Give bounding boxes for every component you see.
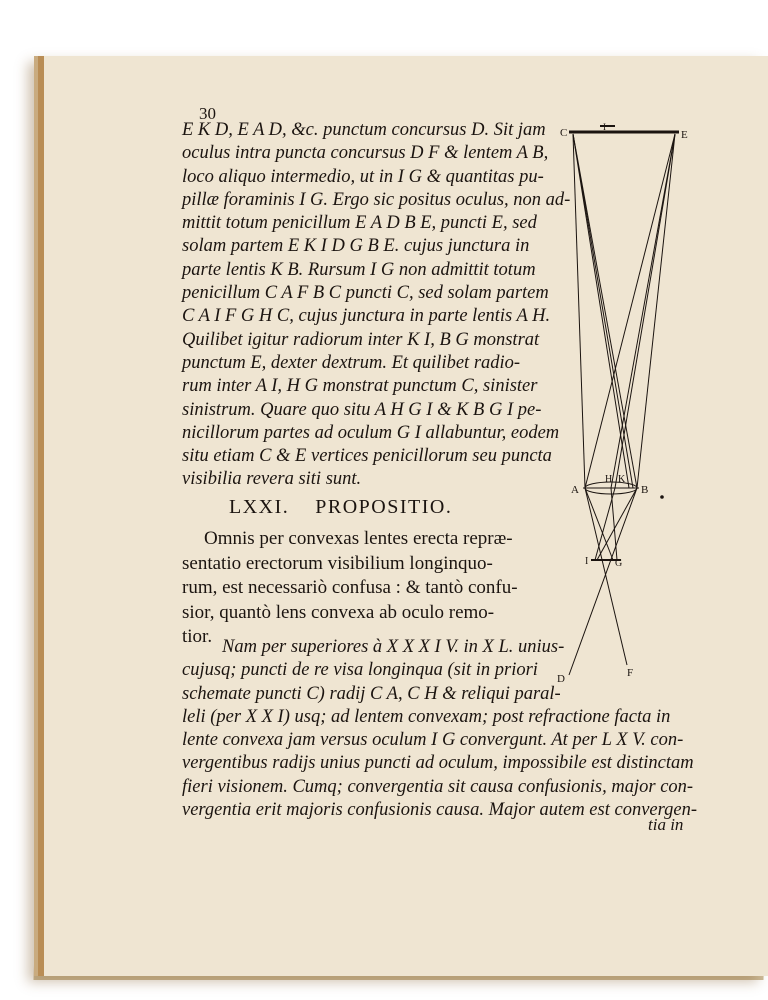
text-line: leli (per X X I) usq; ad lentem convexam; post refractione facta in <box>182 706 671 727</box>
text-line: pillæ foraminis I G. Ergo sic positus oculus, non ad- <box>182 189 571 210</box>
text-line: rum, est necessariò confusa : & tantò confu- <box>182 577 518 598</box>
proposition-heading <box>229 496 478 519</box>
proposition-statement <box>182 527 562 650</box>
text-line: Quilibet igitur radiorum inter K I, B G monstrat <box>182 329 540 350</box>
text-line: oculus intra puncta concursus D F & lentem A B, <box>182 143 549 164</box>
text-line: sentatio erectorum visibilium longinquo- <box>182 552 493 574</box>
label-top-mark: I <box>603 122 606 132</box>
text-line: C A I F G H C, cujus junctura in parte lentis A H. <box>182 306 551 327</box>
text-line: penicillum C A F B C puncti C, sed solam partem <box>182 283 549 304</box>
label-D: D <box>557 673 565 685</box>
text-line: vergentia erit majoris confusionis causa. Major autem est convergen- <box>182 800 698 821</box>
label-A: A <box>571 484 579 496</box>
ray-AI <box>585 488 613 560</box>
ray-BD <box>569 488 637 675</box>
ray-EH <box>615 134 675 488</box>
text-line: cujusq; puncti de re visa longinqua (sit in priori <box>182 660 538 681</box>
optics-diagram <box>555 120 705 690</box>
label-I: I <box>585 556 589 567</box>
text-line: punctum E, dexter dextrum. Et quilibet radio- <box>182 352 521 373</box>
text-line: schemate puncti C) radij C A, C H & reliqui paral- <box>182 683 561 704</box>
page-number: 30 <box>199 104 216 123</box>
catchword: tia in <box>648 815 684 834</box>
label-E: E <box>681 129 688 141</box>
dot-mark <box>660 495 664 499</box>
label-F: F <box>627 667 634 679</box>
text-line: rum inter A I, H G monstrat punctum C, sinister <box>182 376 538 397</box>
ray-EA <box>585 134 675 488</box>
ray-CA <box>573 134 585 488</box>
text-line: parte lentis K B. Rursum I G non admittit totum <box>182 259 536 280</box>
proposition-word: PROPOSITIO. <box>315 496 453 518</box>
ray-CB <box>573 134 637 488</box>
text-line: Omnis per convexas lentes erecta repræ- <box>204 528 513 549</box>
text-line: lente convexa jam versus oculum I G convergunt. At per L X V. con- <box>182 730 684 751</box>
text-line: vergentibus radijs unius puncti ad oculum, impossibile est distinctam <box>182 753 694 774</box>
text-line: situ etiam C & E vertices penicillorum seu puncta <box>182 446 552 467</box>
label-G: G <box>615 558 623 569</box>
text-line: mittit totum penicillum E A D B E, puncti E, sed <box>182 213 537 234</box>
paragraph-1 <box>182 119 571 492</box>
text-line: loco aliquo intermedio, ut in I G & quantitas pu- <box>182 166 544 187</box>
text-line: tior. <box>182 626 213 647</box>
label-K: K <box>618 474 626 485</box>
text-line: sinistrum. Quare quo situ A H G I & K B G I pe- <box>182 399 542 420</box>
label-C: C <box>560 127 568 139</box>
text-line: nicillorum partes ad oculum G I allabuntur, eodem <box>182 422 560 443</box>
text-line: sior, quantò lens convexa ab oculo remo- <box>182 601 495 623</box>
text-line: solam partem E K I D G B E. cujus junctura in <box>182 236 530 257</box>
text-line: visibilia revera siti sunt. <box>182 469 362 490</box>
proposition-number: LXXI. <box>229 496 290 518</box>
ray-AF <box>585 488 627 665</box>
text-line: E K D, E A D, &c. punctum concursus D. Sit jam <box>182 120 546 140</box>
text-line: Nam per superiores à X X X I V. in X L. unius- <box>222 637 565 657</box>
ray-BG <box>597 488 637 560</box>
ray-KG <box>611 488 617 560</box>
label-B: B <box>641 484 649 496</box>
label-H: H <box>605 474 613 485</box>
text-line: fieri visionem. Cumq; convergentia sit causa confusionis, major con- <box>182 776 694 797</box>
